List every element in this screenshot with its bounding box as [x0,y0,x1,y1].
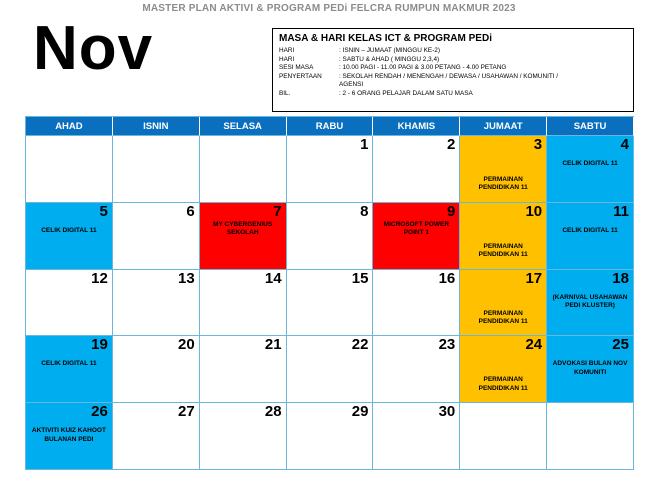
info-label [279,81,339,90]
event-label: PERMAINAN PENDIDIKAN 11 [478,242,528,259]
event-label: CELIK DIGITAL 11 [562,160,618,167]
day-cell-17 [460,270,547,337]
event-label: ADVOKASI BULAN NOV KOMUNITI [552,360,628,376]
day-cell-2 [373,136,460,203]
day-number: 9 [446,202,456,220]
plan-title: MASTER PLAN AKTIVI & PROGRAM PEDi FELCRA RUMPUN MAKMUR 2023 [142,3,516,14]
day-number: 8 [360,202,369,220]
empty-day-cell [200,136,287,203]
weekday-header-khamis: KHAMIS [373,117,460,136]
day-number: 3 [533,136,543,153]
day-number: 16 [438,269,456,287]
day-number: 28 [264,403,282,421]
day-cell-14 [200,270,287,337]
info-label: HARI [279,55,295,63]
month-heading: Nov [33,14,154,83]
day-cell-16 [373,270,460,337]
day-number: 17 [525,269,543,287]
day-cell-24 [460,336,547,403]
day-number: 1 [360,136,369,153]
day-cell-23 [373,336,460,403]
day-number: 18 [612,269,629,287]
day-cell-25 [547,336,634,403]
day-number: 26 [91,403,108,421]
day-number: 13 [178,269,195,287]
event-label: PERMAINAN PENDIDIKAN 11 [478,309,528,325]
empty-day-cell [26,136,113,203]
event-label: PERMAINAN PENDIDIKAN 11 [478,176,528,192]
day-cell-11 [547,203,634,270]
day-number: 12 [91,269,108,287]
day-cell-21 [200,336,287,403]
event-label: (KARNIVAL USAHAWAN PEDI KLUSTER) [552,293,628,309]
day-cell-4 [547,136,634,203]
day-number: 4 [620,136,629,153]
day-cell-7 [200,203,287,270]
event-label: PERMAINAN PENDIDIKAN 11 [478,376,528,392]
event-label: CELIK DIGITAL 11 [562,226,618,234]
info-label: SESI MASA [279,64,314,72]
day-cell-27 [113,403,200,470]
info-value: : 2 - 6 ORANG PELAJAR DALAM SATU MASA [339,89,473,97]
day-cell-30 [373,403,460,470]
day-cell-9 [373,203,460,270]
weekday-header-sabtu: SABTU [547,117,634,136]
day-number: 14 [264,269,282,287]
day-number: 24 [525,336,543,354]
day-cell-20 [113,336,200,403]
empty-day-cell [547,403,634,470]
day-number: 21 [264,336,282,354]
day-cell-26 [26,403,113,470]
info-label: HARI [279,47,295,54]
event-label: CELIK DIGITAL 11 [41,226,97,234]
day-cell-10 [460,203,547,270]
day-number: 6 [186,202,195,220]
weekday-header-rabu: RABU [287,117,374,136]
weekday-header-jumaat: JUMAAT [460,117,547,136]
day-number: 29 [351,403,369,421]
day-cell-12 [26,270,113,337]
info-box [272,28,634,112]
day-cell-15 [287,270,374,337]
day-number: 30 [438,403,456,421]
day-cell-13 [113,270,200,337]
day-cell-1 [287,136,374,203]
info-label: BIL. [279,89,291,97]
day-cell-28 [200,403,287,470]
day-cell-29 [287,403,374,470]
day-number: 20 [178,336,195,354]
event-label: CELIK DIGITAL 11 [41,360,97,368]
day-cell-5 [26,203,113,270]
event-label: MY CYBERGENIUS SEKOLAH [213,220,273,237]
day-cell-8 [287,203,374,270]
info-value: : 10.00 PAGI - 11.00 PAGI & 3.00 PETANG - 4.00 PETANG [339,64,507,72]
weekday-header-selasa: SELASA [200,117,287,136]
day-number: 27 [178,403,195,421]
info-rows [279,47,627,99]
day-number: 2 [446,136,456,153]
info-title: MASA & HARI KELAS ICT & PROGRAM PEDi [279,33,492,44]
event-label: AKTIVITI KUIZ KAHOOT BULANAN PEDI [31,427,106,443]
day-number: 5 [99,202,108,220]
empty-day-cell [460,403,547,470]
info-row [279,47,627,56]
info-row [279,73,627,82]
info-row [279,56,627,65]
day-number: 15 [351,269,369,287]
weekday-header-isnin: ISNIN [113,117,200,136]
day-cell-22 [287,336,374,403]
info-value: : ISNIN – JUMAAT (MINGGU KE-2) [339,47,440,54]
day-number: 11 [613,202,629,220]
day-cell-6 [113,203,200,270]
info-value: : SEKOLAH RENDAH / MENENGAH / DEWASA / USAHAWAN / KOMUNITI / [339,72,559,80]
info-value: : SABTU & AHAD ( MINGGU 2,3,4) [339,55,440,63]
day-number: 19 [91,336,108,354]
info-row [279,64,627,73]
day-cell-18 [547,270,634,337]
day-cell-19 [26,336,113,403]
event-label: MICROSOFT POWER POINT 1 [383,220,450,237]
info-label: PENYERTAAN [279,72,322,80]
day-number: 7 [273,202,282,220]
day-cell-3 [460,136,547,203]
empty-day-cell [113,136,200,203]
day-number: 10 [525,202,543,220]
info-value: AGENSI [339,81,364,89]
day-number: 22 [351,336,369,354]
weekday-header-ahad: AHAD [26,117,113,136]
info-row [279,81,627,90]
day-number: 25 [612,336,629,354]
info-row [279,90,627,99]
calendar-grid [25,116,634,470]
day-number: 23 [438,336,456,354]
